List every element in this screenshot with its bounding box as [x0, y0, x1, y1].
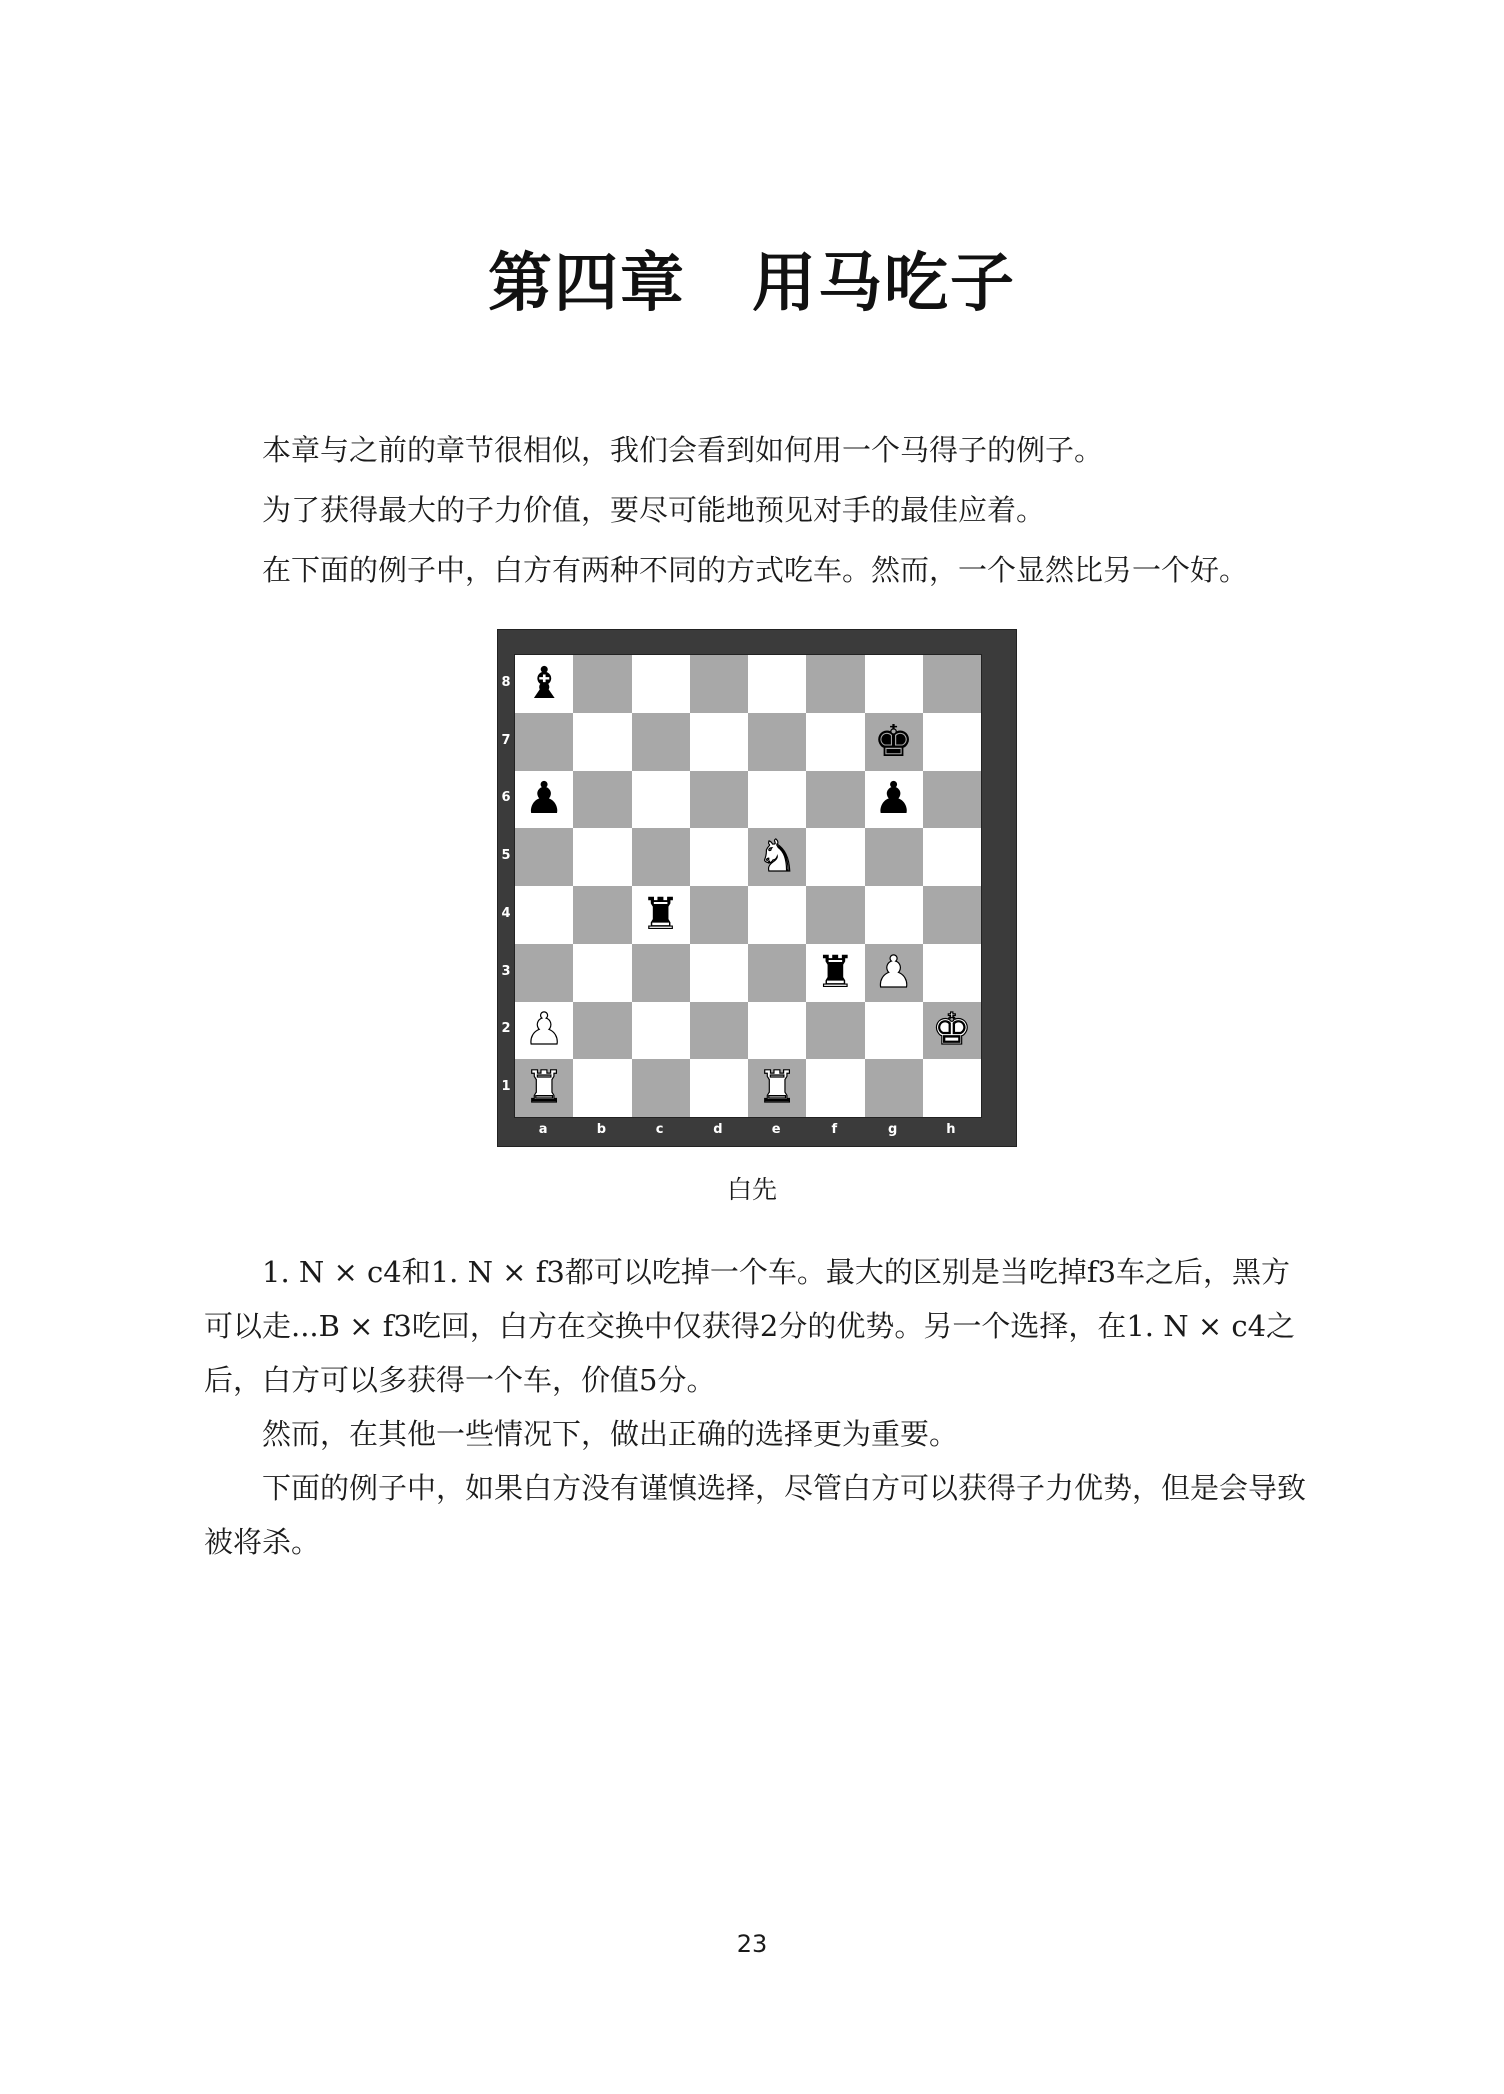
black-king-icon: ♚: [873, 715, 914, 767]
square-c1: [632, 1059, 690, 1117]
square-h5: [923, 828, 981, 886]
square-d6: [690, 771, 748, 829]
chess-board: [514, 654, 982, 1118]
square-f6: [806, 771, 864, 829]
square-b1: [573, 1059, 631, 1117]
square-g2: [865, 1002, 923, 1060]
square-b2: [573, 1002, 631, 1060]
white-rook-icon: ♜: [757, 1062, 797, 1114]
diagram-caption: 白先: [726, 1175, 777, 1204]
rank-label: 2: [501, 1021, 511, 1037]
square-b6: [573, 771, 631, 829]
chapter-title: 第四章 用马吃子: [488, 247, 1016, 321]
square-c8: [632, 655, 690, 713]
rank-label: 6: [501, 790, 511, 806]
page-number: 23: [736, 1930, 768, 1958]
square-a1: [515, 1059, 573, 1117]
file-label: h: [946, 1122, 956, 1137]
square-h6: [923, 771, 981, 829]
black-rook-icon: ♜: [815, 946, 856, 998]
white-rook-icon: ♜: [524, 1062, 564, 1114]
square-a2: [515, 1002, 573, 1060]
square-b4: [573, 886, 631, 944]
square-d2: [690, 1002, 748, 1060]
square-e7: [748, 713, 806, 771]
square-g5: [865, 828, 923, 886]
square-h3: [923, 944, 981, 1002]
square-e6: [748, 771, 806, 829]
square-c6: [632, 771, 690, 829]
square-c4: [632, 886, 690, 944]
black-rook-icon: ♜: [640, 888, 681, 940]
square-f1: [806, 1059, 864, 1117]
square-d4: [690, 886, 748, 944]
square-f2: [806, 1002, 864, 1060]
black-bishop-icon: ♝: [524, 657, 564, 709]
chess-diagram: [497, 629, 1017, 1147]
square-d5: [690, 828, 748, 886]
square-g7: [865, 713, 923, 771]
black-pawn-icon: ♟: [873, 773, 914, 825]
square-d8: [690, 655, 748, 713]
body-text: [204, 1245, 1312, 1569]
rank-label: 4: [501, 905, 511, 921]
square-a6: [515, 771, 573, 829]
black-pawn-icon: ♟: [524, 773, 564, 825]
square-e4: [748, 886, 806, 944]
square-h1: [923, 1059, 981, 1117]
square-h4: [923, 886, 981, 944]
rank-label: 8: [501, 674, 511, 690]
square-c7: [632, 713, 690, 771]
body-paragraph: 1. N × c4和1. N × f3都可以吃掉一个车。最大的区别是当吃掉f3车之后，黑方可以走...B × f3吃回，白方在交换中仅获得2分的优势。另一个选择，在1. N × c4之后，白方可以多获得一个车，价值5分。: [204, 1255, 1296, 1397]
square-c5: [632, 828, 690, 886]
body-paragraph: 下面的例子中，如果白方没有谨慎选择，尽管白方可以获得子力优势，但是会导致被将杀。: [204, 1471, 1307, 1559]
intro-section: [262, 420, 1342, 600]
file-label: a: [538, 1122, 548, 1137]
square-g3: [865, 944, 923, 1002]
square-c3: [632, 944, 690, 1002]
square-g4: [865, 886, 923, 944]
square-e8: [748, 655, 806, 713]
square-h2: [923, 1002, 981, 1060]
square-f3: [806, 944, 864, 1002]
square-e2: [748, 1002, 806, 1060]
intro-line: 本章与之前的章节很相似，我们会看到如何用一个马得子的例子。: [262, 433, 1104, 467]
square-e1: [748, 1059, 806, 1117]
file-label: d: [713, 1122, 723, 1137]
square-f8: [806, 655, 864, 713]
square-e3: [748, 944, 806, 1002]
white-pawn-icon: ♟: [524, 1004, 564, 1056]
square-g8: [865, 655, 923, 713]
square-g6: [865, 771, 923, 829]
square-b7: [573, 713, 631, 771]
file-label: e: [771, 1122, 781, 1137]
square-d1: [690, 1059, 748, 1117]
file-label: b: [596, 1122, 607, 1137]
square-g1: [865, 1059, 923, 1117]
square-a5: [515, 828, 573, 886]
intro-line: 为了获得最大的子力价值，要尽可能地预见对手的最佳应着。: [262, 493, 1046, 527]
square-f7: [806, 713, 864, 771]
file-label: f: [831, 1122, 838, 1137]
square-b8: [573, 655, 631, 713]
square-a3: [515, 944, 573, 1002]
square-a7: [515, 713, 573, 771]
square-f4: [806, 886, 864, 944]
rank-label: 1: [501, 1079, 511, 1095]
square-c2: [632, 1002, 690, 1060]
rank-label: 3: [501, 963, 511, 979]
square-h7: [923, 713, 981, 771]
square-e5: [748, 828, 806, 886]
square-f5: [806, 828, 864, 886]
rank-label: 5: [501, 848, 511, 864]
white-pawn-icon: ♟: [873, 946, 914, 998]
square-a8: [515, 655, 573, 713]
square-b3: [573, 944, 631, 1002]
rank-label: 7: [501, 732, 511, 748]
square-b5: [573, 828, 631, 886]
square-a4: [515, 886, 573, 944]
square-d3: [690, 944, 748, 1002]
body-paragraph: 然而，在其他一些情况下，做出正确的选择更为重要。: [262, 1417, 959, 1451]
square-h8: [923, 655, 981, 713]
white-king-icon: ♚: [932, 1004, 972, 1056]
intro-line: 在下面的例子中，白方有两种不同的方式吃车。然而，一个显然比另一个好。: [262, 553, 1249, 587]
square-d7: [690, 713, 748, 771]
file-label: g: [887, 1122, 898, 1137]
white-knight-icon: ♞: [757, 831, 797, 883]
file-label: c: [655, 1122, 664, 1137]
